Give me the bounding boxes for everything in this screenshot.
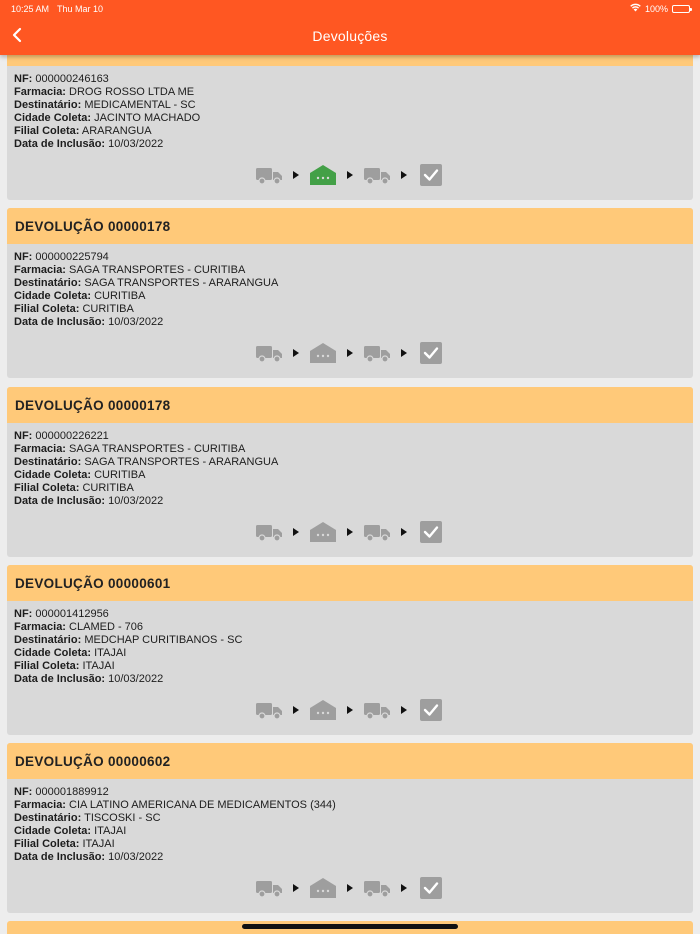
truck-delivery-icon	[362, 697, 392, 723]
arrow-right-icon	[392, 875, 416, 901]
farmacia-row: Farmacia: DROG ROSSO LTDA ME	[14, 86, 195, 98]
nf-row: NF: 000000225794	[14, 251, 109, 263]
battery-icon	[672, 5, 690, 13]
warehouse-icon	[308, 340, 338, 366]
status-steps	[7, 519, 693, 545]
truck-pickup-icon	[254, 875, 284, 901]
farmacia-row: Farmacia: CLAMED - 706	[14, 621, 144, 633]
status-indicators	[630, 3, 690, 14]
warehouse-icon	[308, 697, 338, 723]
status-steps	[7, 697, 693, 723]
card-title: DEVOLUÇÃO 00000601	[7, 565, 693, 601]
cidade-coleta-row: Cidade Coleta: ITAJAI	[14, 825, 127, 837]
truck-pickup-icon	[254, 162, 284, 188]
truck-pickup-icon	[254, 697, 284, 723]
status-bar	[0, 0, 700, 18]
devolucao-card[interactable]	[7, 208, 693, 378]
check-icon	[416, 519, 446, 545]
farmacia-row: Farmacia: SAGA TRANSPORTES - CURITIBA	[14, 443, 246, 455]
filial-coleta-row: Filial Coleta: CURITIBA	[14, 482, 134, 494]
data-inclusao-row: Data de Inclusão: 10/03/2022	[14, 316, 164, 328]
devolucao-card[interactable]	[7, 30, 693, 200]
arrow-right-icon	[284, 519, 308, 545]
data-inclusao-row: Data de Inclusão: 10/03/2022	[14, 851, 164, 863]
arrow-right-icon	[284, 697, 308, 723]
filial-coleta-row: Filial Coleta: ITAJAI	[14, 838, 115, 850]
farmacia-row: Farmacia: SAGA TRANSPORTES - CURITIBA	[14, 264, 246, 276]
arrow-right-icon	[338, 697, 362, 723]
status-steps	[7, 875, 693, 901]
status-time: 10:25 AM	[11, 4, 50, 14]
warehouse-icon	[308, 519, 338, 545]
data-inclusao-row: Data de Inclusão: 10/03/2022	[14, 138, 164, 150]
devolucao-card[interactable]	[7, 387, 693, 557]
nf-row: NF: 000000226221	[14, 430, 109, 442]
destinatario-row: Destinatário: SAGA TRANSPORTES - ARARANGUA	[14, 456, 279, 468]
arrow-right-icon	[338, 875, 362, 901]
cidade-coleta-row: Cidade Coleta: ITAJAI	[14, 647, 127, 659]
arrow-right-icon	[338, 519, 362, 545]
nf-row: NF: 000000246163	[14, 73, 109, 85]
warehouse-icon	[308, 162, 338, 188]
data-inclusao-row: Data de Inclusão: 10/03/2022	[14, 673, 164, 685]
home-indicator	[242, 924, 458, 929]
truck-delivery-icon	[362, 162, 392, 188]
check-icon	[416, 875, 446, 901]
warehouse-icon	[308, 875, 338, 901]
arrow-right-icon	[392, 519, 416, 545]
arrow-right-icon	[284, 340, 308, 366]
wifi-icon	[630, 3, 641, 14]
arrow-right-icon	[392, 162, 416, 188]
arrow-right-icon	[392, 697, 416, 723]
card-title: DEVOLUÇÃO 00000178	[7, 208, 693, 244]
destinatario-row: Destinatário: MEDCHAP CURITIBANOS - SC	[14, 634, 243, 646]
check-icon	[416, 340, 446, 366]
truck-pickup-icon	[254, 340, 284, 366]
farmacia-row: Farmacia: CIA LATINO AMERICANA DE MEDICAMENTOS (344)	[14, 799, 336, 811]
truck-delivery-icon	[362, 875, 392, 901]
arrow-right-icon	[338, 340, 362, 366]
nf-row: NF: 000001412956	[14, 608, 109, 620]
truck-delivery-icon	[362, 340, 392, 366]
cidade-coleta-row: Cidade Coleta: CURITIBA	[14, 290, 146, 302]
arrow-right-icon	[284, 875, 308, 901]
truck-delivery-icon	[362, 519, 392, 545]
app-header	[0, 0, 700, 55]
status-steps	[7, 162, 693, 188]
data-inclusao-row: Data de Inclusão: 10/03/2022	[14, 495, 164, 507]
status-steps	[7, 340, 693, 366]
status-date: Thu Mar 10	[57, 4, 104, 14]
truck-pickup-icon	[254, 519, 284, 545]
filial-coleta-row: Filial Coleta: CURITIBA	[14, 303, 134, 315]
arrow-right-icon	[284, 162, 308, 188]
arrow-right-icon	[338, 162, 362, 188]
destinatario-row: Destinatário: SAGA TRANSPORTES - ARARANGUA	[14, 277, 279, 289]
arrow-right-icon	[392, 340, 416, 366]
check-icon	[416, 162, 446, 188]
destinatario-row: Destinatário: TISCOSKI - SC	[14, 812, 161, 824]
devolucao-card[interactable]	[7, 565, 693, 735]
nf-row: NF: 000001889912	[14, 786, 109, 798]
card-title: DEVOLUÇÃO 00000178	[7, 387, 693, 423]
destinatario-row: Destinatário: MEDICAMENTAL - SC	[14, 99, 196, 111]
check-icon	[416, 697, 446, 723]
battery-percent: 100%	[644, 3, 668, 14]
card-title: DEVOLUÇÃO 00000602	[7, 743, 693, 779]
filial-coleta-row: Filial Coleta: ITAJAI	[14, 660, 115, 672]
devolucao-card[interactable]	[7, 743, 693, 913]
cidade-coleta-row: Cidade Coleta: CURITIBA	[14, 469, 146, 481]
filial-coleta-row: Filial Coleta: ARARANGUA	[14, 125, 152, 137]
page-title: Devoluções	[312, 28, 388, 44]
cidade-coleta-row: Cidade Coleta: JACINTO MACHADO	[14, 112, 201, 124]
